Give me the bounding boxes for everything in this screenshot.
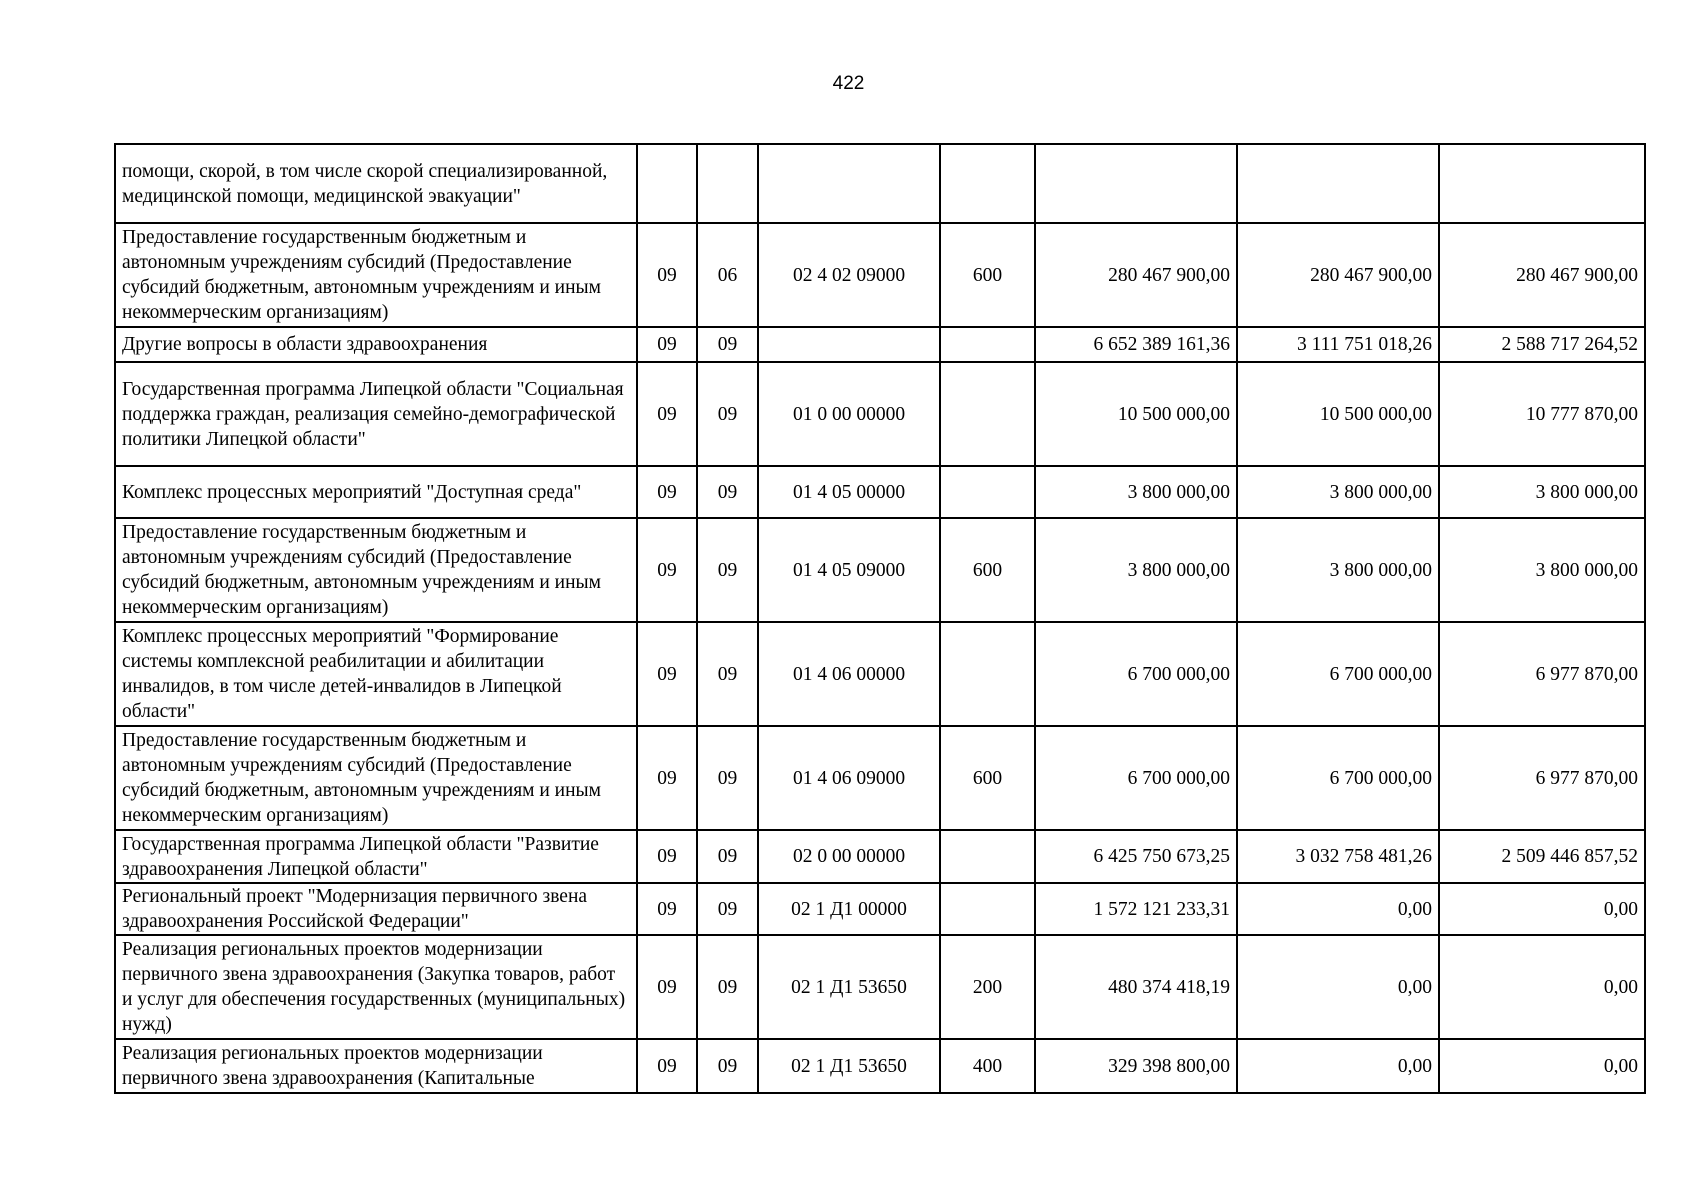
expense-type-code [940, 622, 1035, 726]
sum-year-2: 0,00 [1237, 935, 1439, 1039]
sum-year-1: 3 800 000,00 [1035, 518, 1237, 622]
sum-year-3: 10 777 870,00 [1439, 362, 1645, 466]
table-row [115, 144, 1645, 223]
table-row [115, 1039, 1645, 1093]
row-name: Реализация региональных проектов модернизации первичного звена здравоохранения (Капитальные [115, 1039, 637, 1093]
section-code: 09 [637, 883, 697, 935]
subsection-code: 09 [697, 726, 758, 830]
table-row [115, 830, 1645, 883]
sum-year-2: 10 500 000,00 [1237, 362, 1439, 466]
row-name: Предоставление государственным бюджетным и автономным учреждениям субсидий (Предоставление субсидий бюджетным, автономным учреждениям и иным некоммерческим организациям) [115, 518, 637, 622]
sum-year-3: 280 467 900,00 [1439, 223, 1645, 327]
sum-year-2: 6 700 000,00 [1237, 622, 1439, 726]
target-article-code: 01 4 05 00000 [758, 466, 940, 518]
row-name: Региональный проект "Модернизация первичного звена здравоохранения Российской Федерации" [115, 883, 637, 935]
budget-table [114, 143, 1646, 1094]
expense-type-code: 600 [940, 223, 1035, 327]
sum-year-1: 3 800 000,00 [1035, 466, 1237, 518]
sum-year-1: 6 425 750 673,25 [1035, 830, 1237, 883]
sum-year-3: 3 800 000,00 [1439, 518, 1645, 622]
section-code: 09 [637, 466, 697, 518]
sum-year-1: 6 652 389 161,36 [1035, 327, 1237, 362]
row-name: помощи, скорой, в том числе скорой специализированной, медицинской помощи, медицинской эвакуации" [115, 144, 637, 223]
expense-type-code: 600 [940, 518, 1035, 622]
sum-year-2: 3 800 000,00 [1237, 466, 1439, 518]
subsection-code: 09 [697, 518, 758, 622]
row-name: Реализация региональных проектов модернизации первичного звена здравоохранения (Закупка товаров, работ и услуг для обеспечения государственных (муниципальных) нужд) [115, 935, 637, 1039]
subsection-code: 06 [697, 223, 758, 327]
sum-year-3 [1439, 144, 1645, 223]
sum-year-2: 280 467 900,00 [1237, 223, 1439, 327]
section-code: 09 [637, 622, 697, 726]
sum-year-2: 6 700 000,00 [1237, 726, 1439, 830]
row-name: Другие вопросы в области здравоохранения [115, 327, 637, 362]
section-code: 09 [637, 223, 697, 327]
sum-year-1: 10 500 000,00 [1035, 362, 1237, 466]
sum-year-1: 480 374 418,19 [1035, 935, 1237, 1039]
expense-type-code [940, 144, 1035, 223]
sum-year-3: 2 509 446 857,52 [1439, 830, 1645, 883]
subsection-code: 09 [697, 466, 758, 518]
sum-year-3: 0,00 [1439, 935, 1645, 1039]
expense-type-code: 400 [940, 1039, 1035, 1093]
expense-type-code [940, 327, 1035, 362]
sum-year-2 [1237, 144, 1439, 223]
expense-type-code [940, 362, 1035, 466]
row-name: Предоставление государственным бюджетным и автономным учреждениям субсидий (Предоставление субсидий бюджетным, автономным учреждениям и иным некоммерческим организациям) [115, 223, 637, 327]
row-name: Комплекс процессных мероприятий "Формирование системы комплексной реабилитации и абилитации инвалидов, в том числе детей-инвалидов в Липецкой области" [115, 622, 637, 726]
sum-year-3: 3 800 000,00 [1439, 466, 1645, 518]
row-name: Комплекс процессных мероприятий "Доступная среда" [115, 466, 637, 518]
table-row [115, 883, 1645, 935]
row-name: Предоставление государственным бюджетным и автономным учреждениям субсидий (Предоставление субсидий бюджетным, автономным учреждениям и иным некоммерческим организациям) [115, 726, 637, 830]
target-article-code: 02 1 Д1 00000 [758, 883, 940, 935]
subsection-code: 09 [697, 622, 758, 726]
sum-year-2: 0,00 [1237, 1039, 1439, 1093]
sum-year-3: 0,00 [1439, 1039, 1645, 1093]
section-code [637, 144, 697, 223]
section-code: 09 [637, 327, 697, 362]
sum-year-1: 1 572 121 233,31 [1035, 883, 1237, 935]
section-code: 09 [637, 935, 697, 1039]
subsection-code: 09 [697, 830, 758, 883]
table-row [115, 466, 1645, 518]
subsection-code: 09 [697, 362, 758, 466]
subsection-code: 09 [697, 327, 758, 362]
expense-type-code: 600 [940, 726, 1035, 830]
table-row [115, 362, 1645, 466]
target-article-code: 01 4 06 09000 [758, 726, 940, 830]
target-article-code: 01 4 06 00000 [758, 622, 940, 726]
page-number: 422 [832, 73, 865, 94]
table-row [115, 223, 1645, 327]
section-code: 09 [637, 518, 697, 622]
table-row [115, 622, 1645, 726]
table-row [115, 935, 1645, 1039]
sum-year-1: 6 700 000,00 [1035, 622, 1237, 726]
section-code: 09 [637, 362, 697, 466]
table-row [115, 726, 1645, 830]
sum-year-3: 0,00 [1439, 883, 1645, 935]
sum-year-2: 0,00 [1237, 883, 1439, 935]
sum-year-1 [1035, 144, 1237, 223]
sum-year-3: 6 977 870,00 [1439, 622, 1645, 726]
target-article-code: 02 4 02 09000 [758, 223, 940, 327]
section-code: 09 [637, 726, 697, 830]
subsection-code: 09 [697, 883, 758, 935]
target-article-code [758, 327, 940, 362]
target-article-code: 02 0 00 00000 [758, 830, 940, 883]
sum-year-3: 6 977 870,00 [1439, 726, 1645, 830]
subsection-code [697, 144, 758, 223]
sum-year-1: 6 700 000,00 [1035, 726, 1237, 830]
expense-type-code [940, 466, 1035, 518]
sum-year-1: 280 467 900,00 [1035, 223, 1237, 327]
row-name: Государственная программа Липецкой области "Развитие здравоохранения Липецкой области" [115, 830, 637, 883]
subsection-code: 09 [697, 935, 758, 1039]
sum-year-2: 3 111 751 018,26 [1237, 327, 1439, 362]
subsection-code: 09 [697, 1039, 758, 1093]
row-name: Государственная программа Липецкой области "Социальная поддержка граждан, реализация семейно-демографической политики Липецкой области" [115, 362, 637, 466]
table-row [115, 518, 1645, 622]
target-article-code: 02 1 Д1 53650 [758, 1039, 940, 1093]
sum-year-1: 329 398 800,00 [1035, 1039, 1237, 1093]
expense-type-code [940, 883, 1035, 935]
sum-year-3: 2 588 717 264,52 [1439, 327, 1645, 362]
section-code: 09 [637, 830, 697, 883]
expense-type-code [940, 830, 1035, 883]
sum-year-2: 3 800 000,00 [1237, 518, 1439, 622]
target-article-code: 01 4 05 09000 [758, 518, 940, 622]
target-article-code [758, 144, 940, 223]
section-code: 09 [637, 1039, 697, 1093]
target-article-code: 01 0 00 00000 [758, 362, 940, 466]
table-row [115, 327, 1645, 362]
sum-year-2: 3 032 758 481,26 [1237, 830, 1439, 883]
target-article-code: 02 1 Д1 53650 [758, 935, 940, 1039]
expense-type-code: 200 [940, 935, 1035, 1039]
